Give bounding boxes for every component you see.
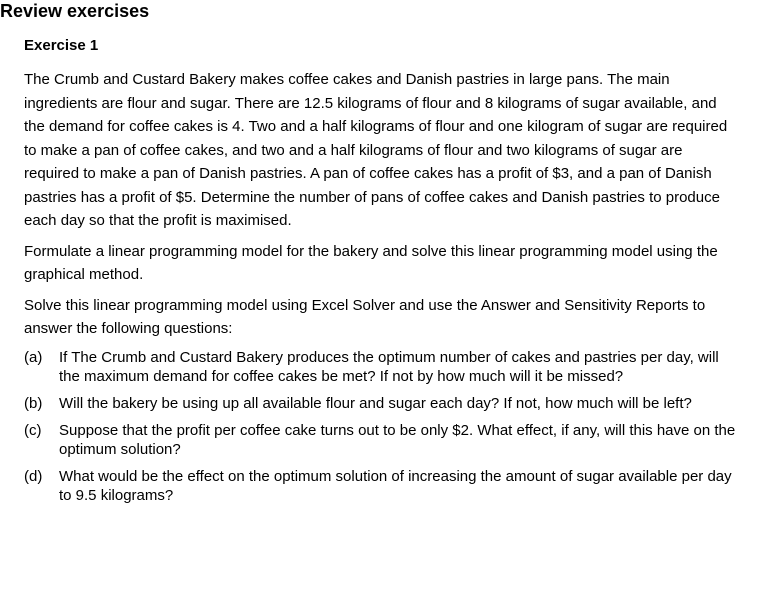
exercise-heading: Exercise 1	[24, 37, 99, 54]
question-label: (c)	[24, 421, 42, 439]
formulation-instruction: Formulate a linear programming model for the bakery and solve this linear programming model using the graphical method.	[24, 242, 718, 283]
problem-statement: The Crumb and Custard Bakery makes coffee cakes and Danish pastries in large pans. The main ingredients are flour and sugar. There are 12.5 kilograms of flour and 8 kilograms of sugar available, and the demand for coffee cakes is 4. Two and a half kilograms of flour and one kilogram of sugar are required to make a pan of coffee cakes, and two and a half kilograms of flour and two kilograms of sugar are required to make a pan of Danish pastries. A pan of coffee cakes has a profit of $3, and a pan of Danish pastries has a profit of $5. Determine the number of pans of coffee cakes and Danish pastries to produce each day so that the profit is maximised.	[24, 71, 728, 229]
exercise-body	[24, 68, 736, 513]
question-text: Suppose that the profit per coffee cake turns out to be only $2. What effect, if any, will this have on the optimum solution?	[59, 421, 736, 458]
question-text: If The Crumb and Custard Bakery produces the optimum number of cakes and pastries per day, will the maximum demand for coffee cakes be met? If not by how much will it be missed?	[59, 348, 719, 385]
question-item-b	[24, 394, 736, 413]
question-item-d	[24, 467, 736, 505]
question-text: Will the bakery be using up all available flour and sugar each day? If not, how much will be left?	[59, 394, 692, 412]
question-label: (d)	[24, 467, 43, 485]
question-text: What would be the effect on the optimum solution of increasing the amount of sugar available per day to 9.5 kilograms?	[59, 467, 732, 504]
question-list	[24, 348, 736, 505]
question-label: (b)	[24, 394, 43, 412]
page-title: Review exercises	[0, 1, 150, 21]
solver-instruction: Solve this linear programming model using Excel Solver and use the Answer and Sensitivity Reports to answer the following questions:	[24, 296, 706, 337]
question-item-c	[24, 421, 736, 459]
question-label: (a)	[24, 348, 43, 366]
question-item-a	[24, 348, 736, 386]
